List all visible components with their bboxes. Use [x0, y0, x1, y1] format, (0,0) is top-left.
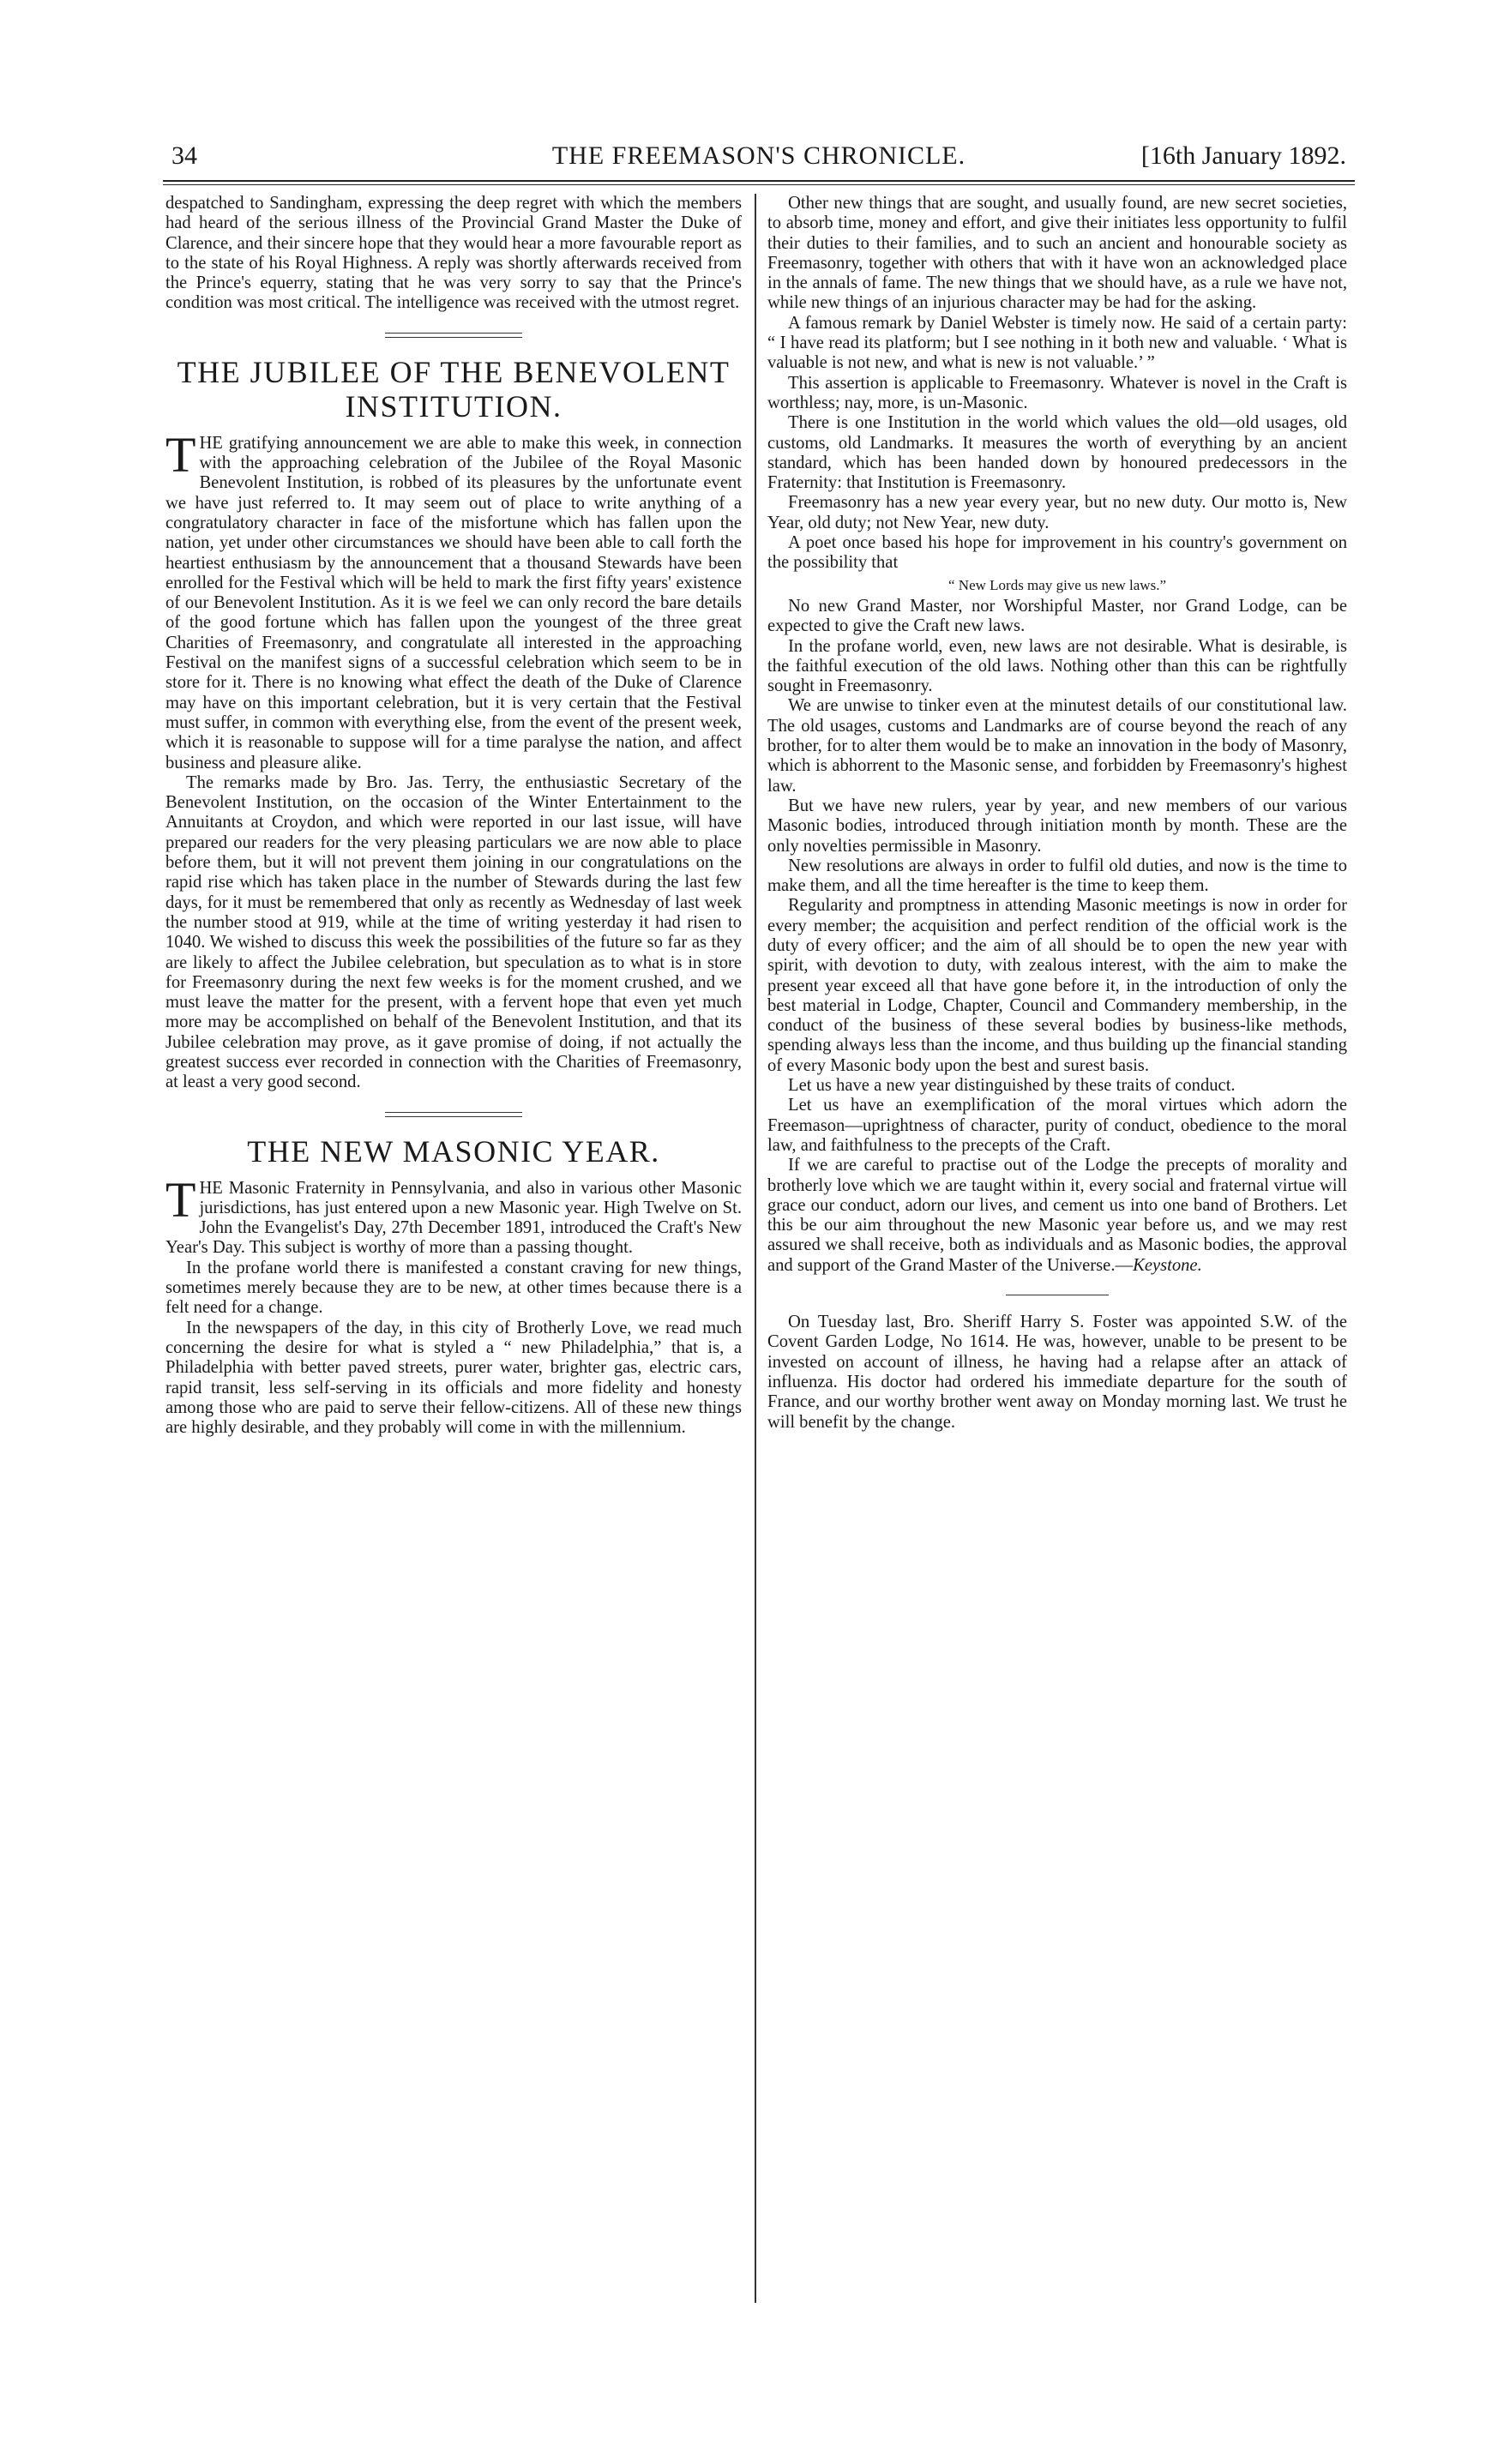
drop-cap: T — [165, 1171, 196, 1228]
right-column — [767, 194, 1347, 1433]
paragraph-text: HE Masonic Fraternity in Pennsylvania, and also in various other Masonic jurisdictions, has just entered upon a new Masonic year. High Twelve on St. John the Evangelist's Day, 27th December 1891, introduced the Craft's New Year's Day. This subject is worthy of more than a passing thought. — [165, 1178, 742, 1258]
left-column — [165, 194, 742, 1438]
article-paragraph — [165, 1171, 742, 1259]
article-paragraph: Other new things that are sought, and usually found, are new secret societies, to absorb time, money and effort, and give their initiates less opportunity to fulfil their duties to their families, and to such an ancient and honourable society as Freemasonry, together with others that with it have won an acknowledged place in the annals of fame. The new things that we should have, as a rule we have not, while new things of an injurious character may be had for the asking. — [767, 194, 1347, 313]
article-paragraph: But we have new rulers, year by year, and new members of our various Masonic bodies, introduced through initiation month by month. These are the only novelties permissible in Masonry. — [767, 796, 1347, 856]
paragraph-text: HE gratifying announcement we are able to make this week, in connection with the approaching celebration of the Jubilee of the Royal Masonic Benevolent Institution, is robbed of its pleasures by the unfortunate event we have just referred to. It may seem out of place to write anything of a congratulatory character in face of the misfortune which has fallen upon the nation, yet under other circumstances we should have been able to call forth the heartiest enthusiasm by the announcement that a thousand Stewards have been enrolled for the Festival which will be held to mark the first fifty years' existence of our Benevolent Institution. As it is we feel we can only record the bare details of the good fortune which has fallen upon the youngest of the three great Charities of Freemasonry, and congratulate all interested in the approaching Festival on the manifest signs of a successful celebration which seem to be in store for it. There is no knowing what effect the death of the Duke of Clarence may have on this important celebration, but it is very certain that the Festival must suffer, in common with everything else, from the event of the present week, which it is reasonable to suppose will for a time paralyse the nation, and affect business and pleasure alike. — [165, 433, 742, 772]
page-number: 34 — [171, 141, 197, 170]
article-paragraph: New resolutions are always in order to fulfil old duties, and now is the time to make them, and all the time hereafter is the time to keep them. — [767, 856, 1347, 896]
quotation-line: “ New Lords may give us new laws.” — [948, 576, 1166, 593]
intro-paragraph: despatched to Sandingham, expressing the deep regret with which the members had heard of the serious illness of the Provincial Grand Master the Duke of Clarence, and their sincere hope that they would hear a more favourable report as to the state of his Royal Highness. A reply was shortly afterwards received from the Prince's equerry, stating that he was very sorry to say that the Prince's condition was most critical. The intelligence was received with the utmost regret. — [165, 194, 742, 313]
article-paragraph: This assertion is applicable to Freemasonry. Whatever is novel in the Craft is worthless; nay, more, is un-Masonic. — [767, 373, 1347, 412]
article-paragraph — [767, 1156, 1347, 1276]
article-paragraph: Regularity and promptness in attending Masonic meetings is now in order for every member; the acquisition and perfect rendition of the official work is the duty of every officer; and the aim of all should be to open the new year with spirit, with devotion to duty, with zealous interest, with the aim to make the present year exceed all that have gone before it, in the introduction of only the best material in Lodge, Chapter, Council and Commandery membership, in the conduct of the business of these several bodies by business-like methods, spending always less than the income, and thus building up the financial standing of every Masonic body upon the best and surest basis. — [767, 896, 1347, 1075]
masthead — [163, 141, 1355, 177]
article-separator — [385, 1112, 522, 1117]
article-heading-masonic-year: THE NEW MASONIC YEAR. — [247, 1133, 660, 1169]
article-heading-jubilee: THE JUBILEE OF THE BENEVOLENT INSTITUTION. — [177, 354, 731, 424]
column-divider — [755, 194, 756, 2303]
article-paragraph: No new Grand Master, nor Worshipful Master, nor Grand Lodge, can be expected to give the Craft new laws. — [767, 596, 1347, 636]
article-paragraph: Let us have a new year distinguished by these traits of conduct. — [788, 1076, 1236, 1096]
source-credit: Keystone. — [1133, 1255, 1202, 1275]
article-separator — [385, 333, 522, 338]
article-paragraph: We are unwise to tinker even at the minutest details of our constitutional law. The old usages, customs and Landmarks are of course beyond the reach of any brother, for to alter them would be to make an innovation in the body of Masonry, which is abhorrent to the Masonic sense, and forbidden by Freemasonry's highest law. — [767, 696, 1347, 796]
publication-title: THE FREEMASON'S CHRONICLE. — [551, 141, 966, 170]
drop-cap: T — [165, 426, 196, 483]
article-paragraph: In the profane world, even, new laws are not desirable. What is desirable, is the faithful execution of the old laws. Nothing other than this can be rightfully sought in Freemasonry. — [767, 636, 1347, 696]
article-paragraph: Freemasonry has a new year every year, but no new duty. Our motto is, New Year, old duty; not New Year, new duty. — [767, 493, 1347, 532]
article-paragraph: A poet once based his hope for improvement in his country's government on the possibility that — [767, 533, 1347, 573]
article-paragraph: There is one Institution in the world which values the old—old usages, old customs, old Landmarks. It measures the worth of everything by an ancient standard, which has been handed down by honoured predecessors in the Fraternity: that Institution is Freemasonry. — [767, 413, 1347, 493]
issue-date: [16th January 1892. — [1140, 141, 1346, 170]
paragraph-text: If we are careful to practise out of the Lodge the precepts of morality and brotherly love which we are taught within it, every social and fraternal virtue will grace our conduct, adorn our lives, and cement us into one band of Brothers. Let this be our aim throughout the new Masonic year before us, and we may rest assured we shall receive, both as individuals and as Masonic bodies, the approval and support of the Grand Master of the Universe.— — [767, 1156, 1347, 1275]
article-paragraph: The remarks made by Bro. Jas. Terry, the enthusiastic Secretary of the Benevolent Institution, on the occasion of the Winter Entertainment to the Annuitants at Croydon, and which were reported in our last issue, will have prepared our readers for the very pleasing particulars we are now able to place before them, but it will not prevent them joining in our congratulations on the rapid rise which has taken place in the number of Stewards during the last few days, for it must be remembered that only as recently as Wednesday of last week the number stood at 919, while at the time of writing yesterday it had risen to 1040. We wished to discuss this week the possibilities of the future so far as they are likely to affect the Jubilee celebration, but speculation as to what is in store for Freemasonry during the next few weeks is for the moment crushed, and we must leave the matter for the present, with a fervent hope that even yet much more may be accomplished on behalf of the Benevolent Institution, and that its Jubilee celebration may prove, as it gave promise of doing, if not actually the greatest success ever recorded in connection with the Charities of Freemasonry, at least a very good second. — [165, 772, 742, 1092]
article-paragraph: A famous remark by Daniel Webster is timely now. He said of a certain party: “ I have read its platform; but I see nothing in it both new and valuable. ‘ What is valuable is not new, and what is new is not valuable.’ ” — [767, 313, 1347, 373]
news-paragraph: On Tuesday last, Bro. Sheriff Harry S. Foster was appointed S.W. of the Covent Garden Lodge, No 1614. He was, however, unable to be present to be invested on account of illness, he having had a relapse after an attack of influenza. His doctor had ordered his immediate departure for the south of France, and our worthy brother went away on Monday morning last. We trust he will benefit by the change. — [767, 1313, 1347, 1432]
masthead-rule — [163, 180, 1355, 185]
article-paragraph: Let us have an exemplification of the moral virtues which adorn the Freemason—uprightness of character, purity of conduct, obedience to the moral law, and faithfulness to the precepts of the Craft. — [767, 1096, 1347, 1155]
article-paragraph — [165, 426, 742, 773]
article-paragraph: In the newspapers of the day, in this city of Brotherly Love, we read much concerning the desire for what is styled a “ new Philadelphia,” that is, a Philadelphia with better paved streets, purer water, brighter gas, electric cars, rapid transit, less self-serving in its officials and more fidelity and honesty among those who are paid to serve their fellow-citizens. All of these new things are highly desirable, and they probably will come in with the millennium. — [165, 1318, 742, 1438]
article-paragraph: In the profane world there is manifested a constant craving for new things, sometimes merely because they are to be new, at other times because there is a felt need for a change. — [165, 1258, 742, 1318]
